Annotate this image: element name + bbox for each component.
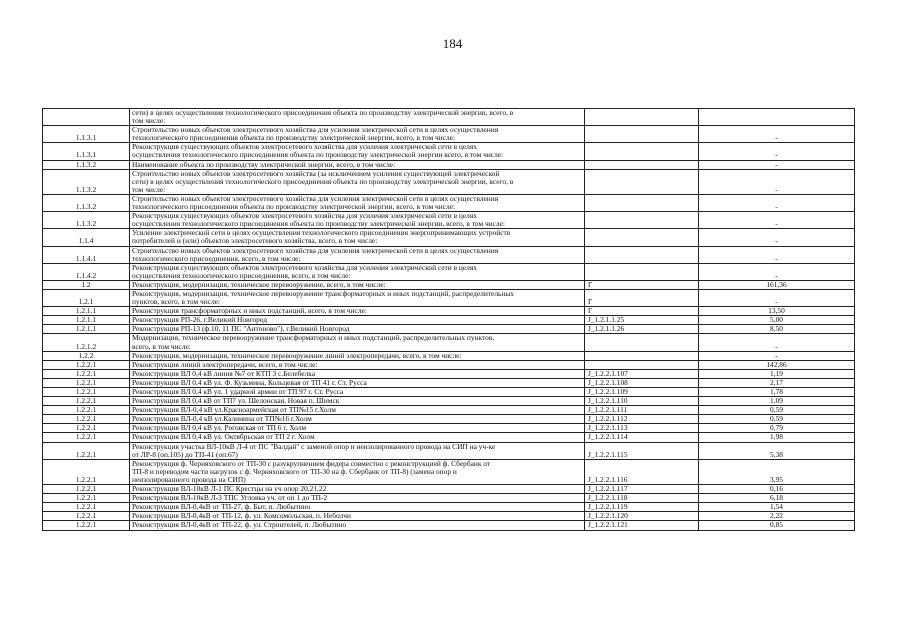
table-row bbox=[43, 485, 855, 494]
row-identifier: J_1.2.2.1.113 bbox=[585, 424, 699, 433]
row-identifier: J_1.2.1.1.26 bbox=[585, 325, 699, 334]
row-code: 1.1.3.2 bbox=[43, 160, 130, 169]
row-value: 5,00 bbox=[699, 316, 855, 325]
row-name: Реконструкция участка ВЛ-10кВ Л-4 от ПС "Валдай" с заменой опор и неизолированного провода на СИП на уч-ке от ЛР-8 (оп.105) до ТП-41 (оп.67) bbox=[130, 442, 585, 459]
table-row bbox=[43, 442, 855, 459]
row-value: - bbox=[699, 194, 855, 211]
table-row bbox=[43, 406, 855, 415]
row-identifier: J_1.2.2.1.112 bbox=[585, 415, 699, 424]
row-code: 1.1.3.1 bbox=[43, 126, 130, 143]
row-identifier: J_1.2.2.1.119 bbox=[585, 503, 699, 512]
row-code: 1.2.2.1 bbox=[43, 369, 130, 378]
row-identifier: Г bbox=[585, 280, 699, 289]
row-identifier bbox=[585, 143, 699, 160]
row-value: - bbox=[699, 289, 855, 306]
table-row bbox=[43, 289, 855, 306]
table-row bbox=[43, 316, 855, 325]
row-name: Реконструкция ВЛ-0,4кВ от ТП-12, ф. ул. Комсомольская, п. Неболчи bbox=[130, 512, 585, 521]
row-name: Реконструкция существующих объектов электросетевого хозяйства для усиления электрической сети в целях осуществления технологического присоединения, всего, в том числе: bbox=[130, 263, 585, 280]
row-code: 1.2.2.1 bbox=[43, 485, 130, 494]
row-identifier bbox=[585, 334, 699, 351]
row-name: Усиление электрической сети в целях осуществления технологического присоединения энергопринимающих устройств потребителей и (или) объектов электросетевого хозяйства, всего, в том числе: bbox=[130, 229, 585, 246]
row-identifier bbox=[585, 169, 699, 194]
row-name: Реконструкция ВЛ-0,4кВ от ТП-22, ф. ул. Строителей, п. Любытино bbox=[130, 521, 585, 530]
row-code: 1.2.1.1 bbox=[43, 307, 130, 316]
row-value: 1,19 bbox=[699, 369, 855, 378]
row-identifier: J_1.2.2.1.118 bbox=[585, 494, 699, 503]
row-value: 0,59 bbox=[699, 415, 855, 424]
row-value: - bbox=[699, 160, 855, 169]
row-name: Реконструкция ВЛ 0,4 кВ ул. Октябрьская от ТП 2 г. Холм bbox=[130, 433, 585, 442]
row-value: - bbox=[699, 351, 855, 360]
row-value: 1,54 bbox=[699, 503, 855, 512]
row-value: - bbox=[699, 126, 855, 143]
row-code: 1.2.1 bbox=[43, 289, 130, 306]
row-value: - bbox=[699, 143, 855, 160]
row-identifier: J_1.2.2.1.116 bbox=[585, 459, 699, 484]
row-name: Наименование объекта по производству электрической энергии, всего, в том числе: bbox=[130, 160, 585, 169]
row-name: Реконструкция существующих объектов электросетевого хозяйства для усиления электрической сети в целях осуществления технологического присоединения объекта по производству электрической энергии, всего, в том числе: bbox=[130, 212, 585, 229]
row-identifier: J_1.2.2.1.115 bbox=[585, 442, 699, 459]
row-identifier bbox=[585, 212, 699, 229]
table-row bbox=[43, 494, 855, 503]
row-name: Реконструкция трансформаторных и иных подстанций, всего, в том числе: bbox=[130, 307, 585, 316]
row-identifier: J_1.2.1.1.25 bbox=[585, 316, 699, 325]
row-code: 1.2.2.1 bbox=[43, 424, 130, 433]
row-code: 1.1.4 bbox=[43, 229, 130, 246]
row-identifier bbox=[585, 229, 699, 246]
row-name: Строительство новых объектов электросетевого хозяйства (за исключением усиления существующей электрической сети) в целях осуществления технологического присоединения объекта по производству электрической энергии, всего, в том числе: bbox=[130, 169, 585, 194]
table-row bbox=[43, 397, 855, 406]
row-name: Реконструкция ВЛ-0,4 кВ ул.Красноармейская от ТП№15 г.Холм bbox=[130, 406, 585, 415]
row-identifier bbox=[585, 194, 699, 211]
row-value: 8,50 bbox=[699, 325, 855, 334]
row-name: Реконструкция ВЛ-0,4 кВ ул.Калинина от ТП№16 г.Холм bbox=[130, 415, 585, 424]
row-identifier bbox=[585, 126, 699, 143]
table-row bbox=[43, 160, 855, 169]
row-identifier: J_1.2.2.1.109 bbox=[585, 388, 699, 397]
row-code bbox=[43, 109, 130, 126]
row-code: 1.2.2.1 bbox=[43, 503, 130, 512]
row-name: Реконструкция ВЛ-0,4кВ от ТП-27, ф. Быт, п. Любытино bbox=[130, 503, 585, 512]
table-row bbox=[43, 334, 855, 351]
row-code: 1.2.2.1 bbox=[43, 406, 130, 415]
row-value: 3,95 bbox=[699, 459, 855, 484]
table-row bbox=[43, 360, 855, 369]
row-code: 1.1.3.2 bbox=[43, 194, 130, 211]
row-value: 0,59 bbox=[699, 406, 855, 415]
row-value: 1,09 bbox=[699, 397, 855, 406]
row-name: Реконструкция ВЛ 0,4 кВ ул. 1 ударной армии от ТП 97 г. Ст. Русса bbox=[130, 388, 585, 397]
row-name: Реконструкция, модернизация, техническое перевооружение линий электропередачи, всего, в том числе: bbox=[130, 351, 585, 360]
row-value: 13,50 bbox=[699, 307, 855, 316]
table-row bbox=[43, 512, 855, 521]
table-row bbox=[43, 521, 855, 530]
row-identifier bbox=[585, 351, 699, 360]
table-row bbox=[43, 109, 855, 126]
row-identifier: J_1.2.2.1.107 bbox=[585, 369, 699, 378]
row-code: 1.1.3.1 bbox=[43, 143, 130, 160]
row-code: 1.2.2.1 bbox=[43, 360, 130, 369]
row-code: 1.2.2.1 bbox=[43, 397, 130, 406]
row-value: 2,22 bbox=[699, 512, 855, 521]
table-row bbox=[43, 459, 855, 484]
row-code: 1.2.2.1 bbox=[43, 442, 130, 459]
row-identifier: J_1.2.2.1.117 bbox=[585, 485, 699, 494]
row-name: Реконструкция ВЛ-10кВ Л-3 ТПС Угловка уч. от оп 1 до ТП-2 bbox=[130, 494, 585, 503]
table-row bbox=[43, 424, 855, 433]
table-row bbox=[43, 351, 855, 360]
row-name: Строительство новых объектов электросетевого хозяйства для усиления электрической сети в целях осуществления технологического присоединения объекта по производству электрической энергии, всего, в том числе: bbox=[130, 194, 585, 211]
table-row bbox=[43, 263, 855, 280]
row-value: 1,78 bbox=[699, 388, 855, 397]
row-name: Реконструкция ВЛ 0,4 кВ ул. Роговская от ТП 6 г. Холм bbox=[130, 424, 585, 433]
row-value: 0,79 bbox=[699, 424, 855, 433]
row-identifier: J_1.2.2.1.108 bbox=[585, 378, 699, 387]
row-code: 1.2.2.1 bbox=[43, 415, 130, 424]
row-identifier bbox=[585, 109, 699, 126]
table-row bbox=[43, 415, 855, 424]
row-identifier: J_1.2.2.1.111 bbox=[585, 406, 699, 415]
row-identifier bbox=[585, 160, 699, 169]
row-name: Реконструкция, модернизация, техническое перевооружение трансформаторных и иных подстанций, распределительных пунктов, всего, в том числе: bbox=[130, 289, 585, 306]
row-value bbox=[699, 109, 855, 126]
row-code: 1.1.3.2 bbox=[43, 212, 130, 229]
row-name: Реконструкция ВЛ-10кВ Л-1 ПС Крестцы на уч опор 20,21,22 bbox=[130, 485, 585, 494]
row-name: Модернизация, техническое перевооружение трансформаторных и иных подстанций, распределительных пунктов, всего, в том числе: bbox=[130, 334, 585, 351]
table-row bbox=[43, 246, 855, 263]
row-code: 1.2.2 bbox=[43, 351, 130, 360]
table-row bbox=[43, 433, 855, 442]
row-code: 1.1.4.1 bbox=[43, 246, 130, 263]
row-value: 0,16 bbox=[699, 485, 855, 494]
table-row bbox=[43, 388, 855, 397]
row-identifier bbox=[585, 360, 699, 369]
row-name: Реконструкция РП-13 (ф.10, 11 ПС "Антоново"), г.Великий Новгород bbox=[130, 325, 585, 334]
row-name: Реконструкция РП-26, г.Великий Новгород bbox=[130, 316, 585, 325]
table-row bbox=[43, 325, 855, 334]
row-code: 1.2.2.1 bbox=[43, 494, 130, 503]
row-name: Реконструкция ВЛ 0,4 кВ линия №7 от КТП 3 с.Белебелка bbox=[130, 369, 585, 378]
row-code: 1.1.3.2 bbox=[43, 169, 130, 194]
row-value: 2,17 bbox=[699, 378, 855, 387]
row-name: Реконструкция ВЛ 0,4 кВ ул. Ф. Кузьмина, Кольцевая от ТП 41 г. Ст. Русса bbox=[130, 378, 585, 387]
row-name: Реконструкция ф. Черняховского от ТП-30 с разукрупнением фидера совместно с реконструкцией ф. Сбербанк от ТП-8 и переводом части нагрузок с ф. Черняховского от ТП-30 на ф. Сбербанк от ТП-8) (замена опор и неизолированного провода на СИП) bbox=[130, 459, 585, 484]
row-value: 6,18 bbox=[699, 494, 855, 503]
table-row bbox=[43, 369, 855, 378]
page-number: 184 bbox=[442, 36, 463, 51]
table-row bbox=[43, 126, 855, 143]
row-identifier: J_1.2.2.1.110 bbox=[585, 397, 699, 406]
row-value: 1,98 bbox=[699, 433, 855, 442]
row-identifier: J_1.2.2.1.114 bbox=[585, 433, 699, 442]
row-identifier: J_1.2.2.1.121 bbox=[585, 521, 699, 530]
row-name: Строительство новых объектов электросетевого хозяйства для усиления электрической сети в целях осуществления технологического присоединения объекта по производству электрической энергии, всего, в том числе: bbox=[130, 126, 585, 143]
row-name: сети) в целях осуществления технологического присоединения объекта по производству электрической энергии, всего, в том числе: bbox=[130, 109, 585, 126]
row-identifier: J_1.2.2.1.120 bbox=[585, 512, 699, 521]
table-row bbox=[43, 280, 855, 289]
row-code: 1.2.2.1 bbox=[43, 459, 130, 484]
row-value: - bbox=[699, 229, 855, 246]
row-code: 1.2.2.1 bbox=[43, 521, 130, 530]
investment-program-table bbox=[42, 108, 855, 531]
row-value: 0,85 bbox=[699, 521, 855, 530]
row-name: Строительство новых объектов электросетевого хозяйства для усиления электрической сети в целях осуществления технологического присоединения, всего, в том числе: bbox=[130, 246, 585, 263]
row-code: 1.2 bbox=[43, 280, 130, 289]
row-identifier bbox=[585, 246, 699, 263]
row-name: Реконструкция ВЛ 0,4 кВ от ТП7 ул. Шелонская, Новая п. Шимск bbox=[130, 397, 585, 406]
row-identifier bbox=[585, 263, 699, 280]
row-value: - bbox=[699, 263, 855, 280]
row-identifier: Г bbox=[585, 307, 699, 316]
table-row bbox=[43, 143, 855, 160]
table-row bbox=[43, 229, 855, 246]
table-row bbox=[43, 378, 855, 387]
table-row bbox=[43, 503, 855, 512]
row-value: 5,38 bbox=[699, 442, 855, 459]
row-value: - bbox=[699, 246, 855, 263]
row-value: 161,36 bbox=[699, 280, 855, 289]
row-code: 1.2.1.1 bbox=[43, 325, 130, 334]
row-code: 1.2.1.2 bbox=[43, 334, 130, 351]
row-code: 1.1.4.2 bbox=[43, 263, 130, 280]
row-name: Реконструкция существующих объектов электросетевого хозяйства для усиления электрической сети в целях осуществления технологического присоединения объекта по производству электрической энергии всего, в том числе: bbox=[130, 143, 585, 160]
row-code: 1.2.2.1 bbox=[43, 388, 130, 397]
row-name: Реконструкция, модернизация, техническое перевооружение, всего, в том числе: bbox=[130, 280, 585, 289]
row-code: 1.2.2.1 bbox=[43, 512, 130, 521]
row-code: 1.2.2.1 bbox=[43, 378, 130, 387]
table-row bbox=[43, 194, 855, 211]
row-value: - bbox=[699, 334, 855, 351]
table-row bbox=[43, 169, 855, 194]
table-row bbox=[43, 307, 855, 316]
row-code: 1.2.1.1 bbox=[43, 316, 130, 325]
row-code: 1.2.2.1 bbox=[43, 433, 130, 442]
row-value: - bbox=[699, 212, 855, 229]
row-value: - bbox=[699, 169, 855, 194]
table-row bbox=[43, 212, 855, 229]
row-name: Реконструкция линий электропередачи, всего, в том числе: bbox=[130, 360, 585, 369]
row-identifier: Г bbox=[585, 289, 699, 306]
row-value: 142,86 bbox=[699, 360, 855, 369]
